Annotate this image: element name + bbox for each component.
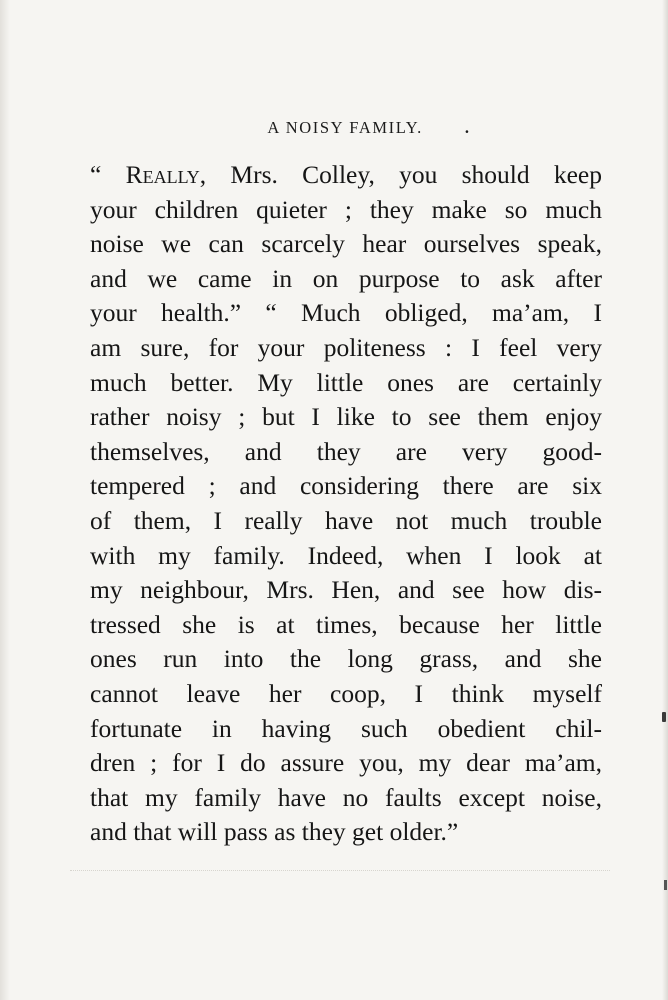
text-line-10: tempered ; and considering there are six bbox=[90, 471, 602, 501]
text-line-1-rest: , Mrs. Colley, you should keep bbox=[199, 160, 602, 189]
text-line-15: ones run into the long grass, and she bbox=[90, 644, 602, 674]
text-line-16: cannot leave her coop, I think myself bbox=[90, 678, 602, 708]
text-line-9: themselves, and they are very good- bbox=[90, 436, 602, 466]
text-line-14: tressed she is at times, because her little bbox=[90, 609, 602, 639]
text-line-2: your children quieter ; they make so much bbox=[90, 194, 602, 224]
opening-word: Really bbox=[125, 160, 200, 189]
page-edge-shadow-right bbox=[662, 0, 668, 1000]
chapter-title: A NOISY FAMILY. bbox=[267, 118, 423, 137]
text-line-1 bbox=[90, 158, 602, 193]
text-line-12: with my family. Indeed, when I look at bbox=[90, 540, 602, 570]
bottom-rule bbox=[70, 870, 610, 871]
page-edge-shadow-left bbox=[0, 0, 10, 1000]
margin-mark bbox=[664, 880, 667, 890]
text-line-11: of them, I really have not much trouble bbox=[90, 505, 602, 535]
text-line-5: your health.” “ Much obliged, ma’am, I bbox=[90, 298, 602, 328]
text-line-19: that my family have no faults except noise, bbox=[90, 782, 602, 812]
text-line-7: much better. My little ones are certainly bbox=[90, 367, 602, 397]
text-line-3: noise we can scarcely hear ourselves speak, bbox=[90, 229, 602, 259]
text-line-6: am sure, for your politeness : I feel very bbox=[90, 332, 602, 362]
margin-mark bbox=[662, 712, 666, 722]
text-line-20: and that will pass as they get older.” bbox=[90, 817, 459, 847]
text-line-8: rather noisy ; but I like to see them enjoy bbox=[90, 402, 602, 432]
text-line-4: and we came in on purpose to ask after bbox=[90, 263, 602, 293]
header-ornament: . bbox=[464, 118, 471, 137]
opening-quote: “ bbox=[90, 160, 126, 189]
text-line-17: fortunate in having such obedient chil- bbox=[90, 713, 602, 743]
text-line-13: my neighbour, Mrs. Hen, and see how dis- bbox=[90, 575, 602, 605]
body-text bbox=[90, 158, 602, 850]
running-head bbox=[0, 118, 668, 138]
text-line-18: dren ; for I do assure you, my dear ma’am, bbox=[90, 748, 602, 778]
